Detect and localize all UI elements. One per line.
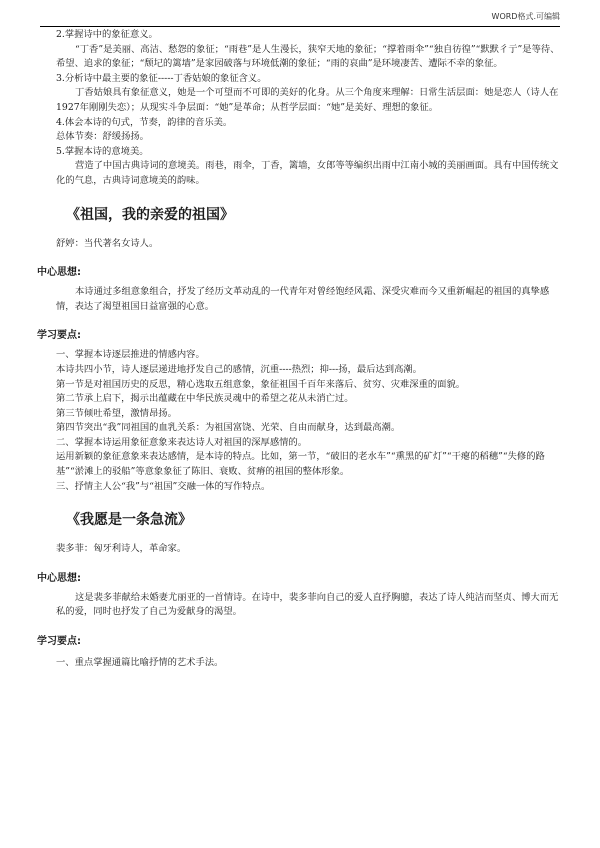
section-heading: 学习要点: (37, 330, 81, 342)
point-line: 第一节是对祖国历史的反思，精心选取五组意象，象征祖国千百年来落后、贫穷、灾难深重的面貌。 (56, 378, 466, 390)
page-header: WORD格式.可编辑 (491, 12, 560, 21)
point-line: 一、重点掌握通篇比喻抒情的艺术手法。 (56, 657, 224, 669)
author-line: 舒婷：当代著名女诗人。 (56, 237, 159, 249)
body-paragraph: 本诗通过多组意象组合，抒发了经历文革动乱的一代青年对曾经饱经风霜、深受灾难而今又重新崛起的祖国的真挚感情，表达了渴望祖国日益富强的心意。 (56, 286, 550, 312)
point-line: 第四节突出“我”同祖国的血乳关系：为祖国富饶、光荣、自由而献身，达到最高潮。 (56, 422, 401, 434)
author-line: 裴多菲：匈牙利诗人，革命家。 (56, 543, 187, 555)
section-title: 《祖国，我的亲爱的祖国》 (66, 206, 234, 223)
point-line: 三、抒情主人公“我”与“祖国”交融一体的写作特点。 (56, 480, 271, 492)
section-title: 《我愿是一条急流》 (66, 512, 192, 529)
point-line: 总体节奏：舒缓扬扬。 (56, 131, 149, 143)
body-paragraph: “丁香”是美丽、高洁、愁怨的象征；“雨巷”是人生漫长，狭窄天地的象征；“撑着雨伞”“独自彷徨”“默默彳亍”是等待、希望、追求的象征；“颓圮的篱墙”是家园破落与环境低潮的象征；“雨的哀曲”是环境凄苦、遭际不幸的象征。 (56, 43, 560, 70)
point-line: 3.分析诗中最主要的象征-----丁香姑娘的象征含义。 (56, 72, 267, 84)
body-paragraph: 营造了中国古典诗词的意境美。雨巷，雨伞，丁香，篱墙，女郎等等编织出雨中江南小城的美丽画面。具有中国传统文化的气息，古典诗词意境美的韵味。 (56, 160, 559, 186)
point-line: 运用新颖的象征意象来表达感情，是本诗的特点。比如，第一节，“破旧的老水车”“熏黑的矿灯”“干瘪的稻穗”“失修的路基”“淤滩上的驳船”等意象象征了陈旧、衰败、贫瘠的祖国的整体形象。 (56, 451, 545, 478)
section-heading: 中心思想: (37, 572, 81, 584)
body-paragraph: 丁香姑娘具有象征意义，她是一个可望而不可即的美好的化身。从三个角度来理解：日常生活层面：她是恋人（诗人在1927年刚刚失恋）；从现实斗争层面：“她”是革命；从哲学层面：“她”是美好、理想的象征。 (56, 87, 559, 113)
point-line: 第二节承上启下，揭示出蕴藏在中华民族灵魂中的希望之花从未消亡过。 (56, 393, 354, 405)
section-heading: 中心思想: (37, 267, 81, 279)
document-body (37, 28, 562, 671)
point-line: 二、掌握本诗运用象征意象来表达诗人对祖国的深厚感情的。 (56, 436, 308, 448)
point-line: 4.体会本诗的句式，节奏，韵律的音乐美。 (56, 116, 233, 128)
point-line: 2.掌握诗中的象征意义。 (56, 29, 158, 40)
point-line: 5.掌握本诗的意境美。 (56, 145, 149, 157)
point-line: 一、掌握本诗逐层推进的情感内容。 (56, 349, 205, 361)
body-paragraph: 这是裴多菲献给未婚妻尤丽亚的一首情诗。在诗中，裴多菲向自己的爱人直抒胸臆，表达了诗人纯洁而坚贞、博大而无私的爱，同时也抒发了自己为爱献身的渴望。 (56, 591, 559, 618)
section-heading: 学习要点: (37, 636, 81, 648)
point-line: 第三节倾吐希望，激情昂扬。 (56, 407, 177, 419)
point-line: 本诗共四小节，诗人逐层递进地抒发自己的感情，沉重----热烈；抑---扬，最后达到高潮。 (56, 363, 422, 375)
header-rule (40, 26, 560, 27)
points-list (56, 348, 562, 494)
